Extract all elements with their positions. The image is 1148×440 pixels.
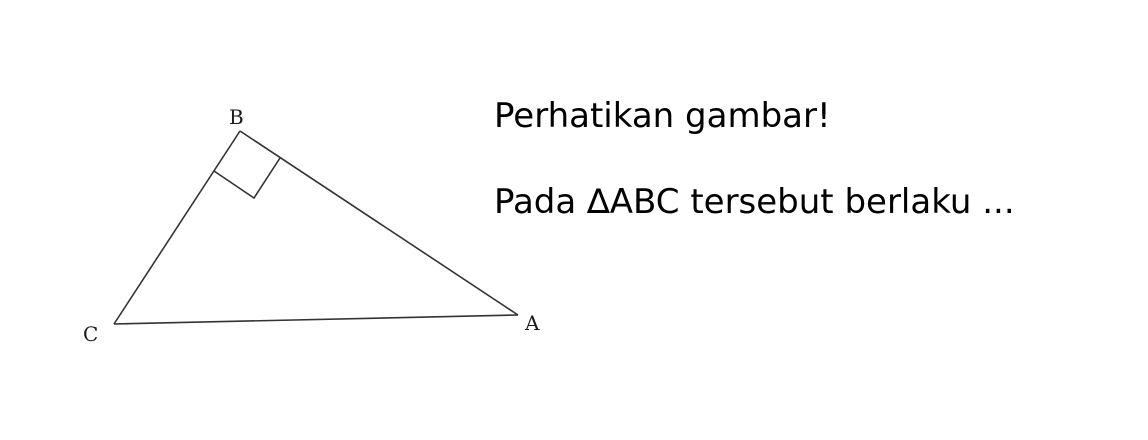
side-ca (114, 315, 518, 324)
vertex-label-c: C (83, 322, 99, 346)
vertex-label-b: B (229, 105, 244, 129)
question-instruction: Perhatikan gambar! (494, 96, 831, 136)
side-cb (114, 131, 240, 324)
vertex-label-a: A (525, 311, 540, 335)
side-ba (240, 131, 518, 315)
question-prompt: Pada ∆ABC tersebut berlaku ... (494, 182, 1015, 222)
right-angle-marker (214, 158, 280, 198)
